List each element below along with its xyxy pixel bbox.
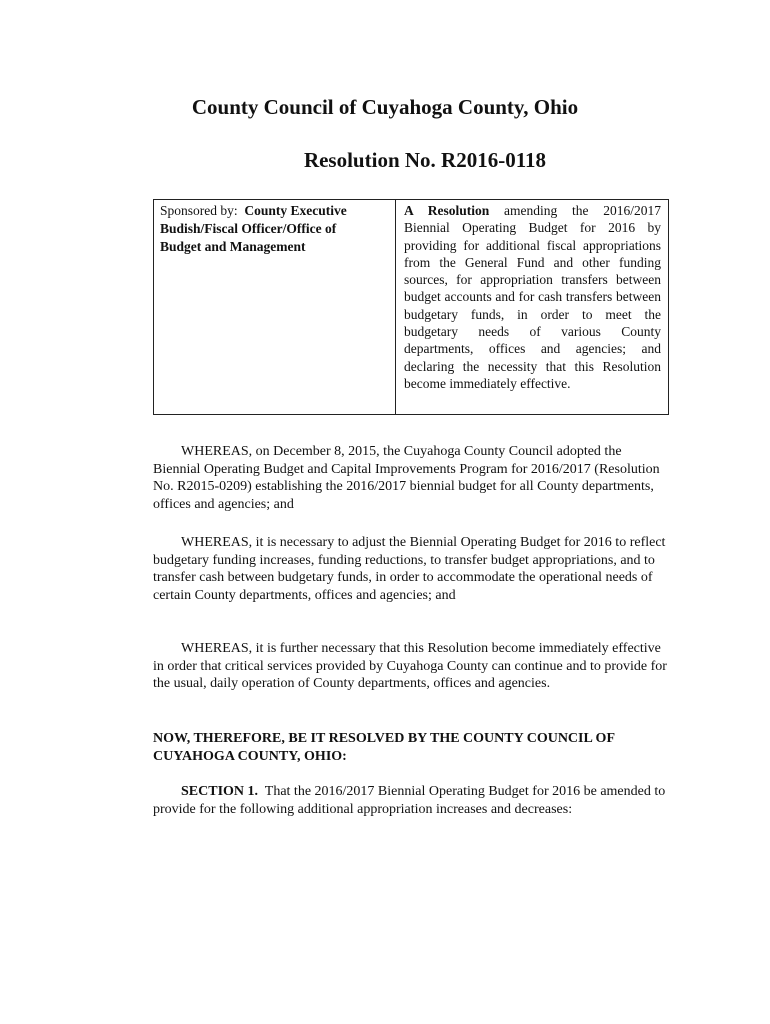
- whereas-paragraph-1: WHEREAS, on December 8, 2015, the Cuyahoga County Council adopted the Biennial Operating Budget and Capital Improvements Program for 2016/2017 (Resolution No. R2015-0209) establishing the 2016/2017 biennial budget for all County departments, offices and agencies; and: [153, 444, 660, 512]
- resolution-summary-cell: [396, 200, 668, 414]
- resolved-text: , BE IT RESOLVED BY THE COUNTY COUNCIL OF CUYAHOGA COUNTY, OHIO:: [153, 731, 615, 764]
- resolution-lead: A Resolution: [404, 203, 490, 218]
- whereas-paragraph-2: WHEREAS, it is necessary to adjust the Biennial Operating Budget for 2016 to reflect budgetary funding increases, funding reductions, to transfer budget appropriations, and to transfer cash between budgetary funds, in order to accommodate the operational needs of certain County departments, offices and agencies; and: [153, 535, 666, 603]
- section-1-text: That the 2016/2017 Biennial Operating Budget for 2016 be amended to provide for the following additional appropriation increases and decreases:: [153, 784, 666, 817]
- sponsor-name-3: Budget and Management: [160, 239, 306, 254]
- resolved-lead: NOW, THEREFORE: [153, 731, 282, 746]
- resolution-number: Resolution No. R2016-0118: [303, 148, 547, 172]
- resolution-summary: amending the 2016/2017 Biennial Operating Budget for 2016 by providing for additional fiscal appropriations from the General Fund and other funding sources, for appropriation transfers between budget accounts and for cash transfers between budgetary funds, in order to meet the budgetary needs of various County departments, offices and agencies; and declaring the necessity that this Resolution become immediately effective.: [404, 203, 661, 391]
- resolved-clause: [153, 730, 669, 765]
- sponsor-cell: [154, 200, 396, 414]
- sponsored-by-label: Sponsored by:: [160, 203, 238, 218]
- council-title: County Council of Cuyahoga County, Ohio: [191, 95, 579, 119]
- sponsor-name-1: County Executive: [244, 203, 347, 218]
- section-1-paragraph: [153, 783, 669, 818]
- sponsor-name-2: Budish/Fiscal Officer/Office of: [160, 221, 337, 236]
- whereas-paragraph-3: WHEREAS, it is further necessary that this Resolution become immediately effective in order that critical services provided by Cuyahoga County can continue and to provide for the usual, daily operation of County departments, offices and agencies.: [153, 641, 667, 691]
- section-1-label: SECTION 1.: [181, 784, 259, 799]
- sponsor-table: [153, 199, 669, 415]
